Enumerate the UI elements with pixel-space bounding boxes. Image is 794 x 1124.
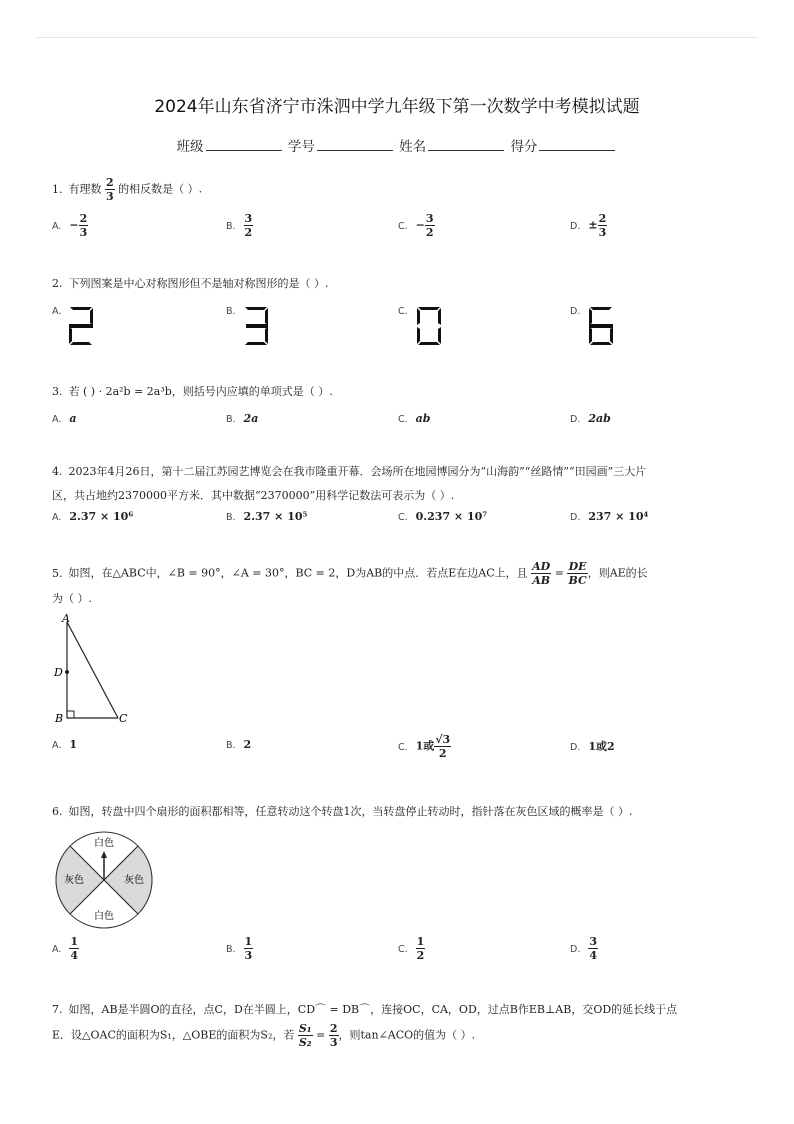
score-blank[interactable] [539, 138, 615, 151]
fraction: $\frac{AD}{AB}$ [532, 560, 551, 587]
q6-option-d[interactable]: D. $\frac{3}{4}$ [570, 935, 597, 962]
q4-option-c[interactable]: C. 0.237 × 10⁷ [398, 510, 488, 523]
q3-option-c[interactable]: C. ab [398, 412, 431, 425]
question-number: 1. [52, 182, 63, 196]
lcd-digit-2-image [66, 306, 96, 346]
question-number: 4. [52, 465, 63, 478]
q1-option-b[interactable]: B. $\frac{3}{2}$ [226, 212, 253, 239]
q5-option-d[interactable]: D. 1或2 [570, 740, 615, 753]
fraction: $\frac{\text{S₁}}{\text{S₂}}$ [298, 1022, 312, 1049]
sector-label-right: 灰色 [124, 875, 144, 886]
question-7: 7. 如图，AB是半圆O的直径，点C，D在半圆上，CD⌒ = DB⌒，连接OC，CA，OD，过点B作EB⊥AB，交OD的延长线于点 E．设△OAC的面积为S₁，△OBE的面积为S₂，若 $\frac{\text{S₁}}{\text{S₂}}$ = $\frac{2}{3}$ ，则tan∠ACO的值为（ ）. [52, 1003, 678, 1049]
question-text: 如图，AB是半圆O的直径，点C，D在半圆上，CD⌒ = DB⌒，连接OC，CA，OD，过点B作EB⊥AB，交OD的延长线于点 [68, 1003, 678, 1016]
q6-option-a[interactable]: A. $\frac{1}{4}$ [52, 935, 79, 962]
question-3 [52, 380, 752, 404]
q2-option-c[interactable]: C. [398, 306, 408, 317]
question-number: 2. [52, 277, 63, 290]
name-blank[interactable] [428, 138, 504, 151]
id-label: 学号 [287, 139, 315, 155]
q5-option-c[interactable]: C. 1或 $\frac{√3}{2}$ [398, 733, 451, 760]
fraction: $\frac{DE}{BC}$ [568, 560, 587, 587]
question-text: 下列图案是中心对称图形但不是轴对称图形的是（ ）. [68, 277, 329, 290]
lcd-digit-0-image [414, 306, 444, 346]
sector-label-bottom: 白色 [94, 911, 114, 922]
q6-option-c[interactable]: C. $\frac{1}{2}$ [398, 935, 425, 962]
question-text: 2023年4月26日，第十二届江苏园艺博览会在我市隆重开幕．会场所在地园博园分为“山海韵”“丝路情”“田园画”三大片 [68, 465, 647, 478]
student-info-row [0, 135, 794, 155]
score-label: 得分 [510, 139, 538, 155]
question-4 [52, 460, 752, 508]
question-1 [52, 176, 752, 203]
question-number: 5. [52, 566, 63, 580]
question-5: 5. 如图，在△ABC中，∠B = 90°，∠A = 30°，BC = 2，D为AB的中点．若点E在边AC上，且 $\frac{AD}{AB}$ = $\frac{DE}{BC}$ ，则AE的长 为（ ）. [52, 560, 752, 611]
lcd-digit-3-image [241, 306, 271, 346]
q3-option-a[interactable]: A. a [52, 412, 77, 425]
question-text: 的相反数是（ ）. [118, 182, 203, 196]
q1-option-d[interactable]: D. ± $\frac{2}{3}$ [570, 212, 607, 239]
class-label: 班级 [176, 139, 204, 155]
question-text: 若 ( ) · 2a²b = 2a³b，则括号内应填的单项式是（ ）. [68, 385, 333, 398]
q2-option-a[interactable]: A. [52, 306, 62, 317]
id-blank[interactable] [317, 138, 393, 151]
spinner-figure [54, 830, 154, 934]
q2-option-d[interactable]: D. [570, 306, 581, 317]
question-text: 区，共占地约2370000平方米．其中数据“2370000”用科学记数法可表示为（ ）. [52, 489, 455, 502]
vertex-c-label: C [119, 712, 128, 725]
question-number: 6. [52, 805, 63, 818]
fraction: $\frac{2}{3}$ [329, 1022, 338, 1049]
q1-option-a[interactable]: A. − $\frac{2}{3}$ [52, 212, 88, 239]
name-label: 姓名 [399, 139, 427, 155]
question-number: 3. [52, 385, 63, 398]
question-text: ，则AE的长 [587, 566, 648, 580]
q4-option-b[interactable]: B. 2.37 × 10⁵ [226, 510, 308, 523]
q1-option-c[interactable]: C. − $\frac{3}{2}$ [398, 212, 434, 239]
sector-label-left: 灰色 [64, 875, 84, 886]
q5-option-a[interactable]: A. 1 [52, 738, 78, 751]
question-text: 为（ ）. [52, 592, 92, 605]
question-text: 如图，转盘中四个扇形的面积都相等，任意转动这个转盘1次，当转盘停止转动时，指针落在灰色区域的概率是（ ）. [68, 805, 633, 818]
q4-option-a[interactable]: A. 2.37 × 10⁶ [52, 510, 134, 523]
q4-option-d[interactable]: D. 237 × 10⁴ [570, 510, 649, 523]
triangle-figure [52, 612, 142, 736]
vertex-a-label: A [62, 612, 70, 625]
fraction: $\frac{2}{3}$ [106, 176, 114, 203]
q6-option-b[interactable]: B. $\frac{1}{3}$ [226, 935, 253, 962]
header-rule [36, 37, 758, 38]
q5-option-b[interactable]: B. 2 [226, 738, 252, 751]
question-text: ，则tan∠ACO的值为（ ）. [338, 1028, 476, 1042]
question-6 [52, 800, 752, 824]
question-text: 如图，在△ABC中，∠B = 90°，∠A = 30°，BC = 2，D为AB的中点．若点E在边AC上，且 [68, 566, 528, 580]
class-blank[interactable] [206, 138, 282, 151]
question-text: E．设△OAC的面积为S₁，△OBE的面积为S₂，若 [52, 1028, 295, 1042]
question-number: 7. [52, 1003, 63, 1016]
lcd-digit-6-image [586, 306, 616, 346]
question-2 [52, 272, 752, 296]
q3-option-b[interactable]: B. 2a [226, 412, 259, 425]
sector-label-top: 白色 [94, 838, 114, 849]
vertex-b-label: B [55, 712, 64, 725]
q3-option-d[interactable]: D. 2ab [570, 412, 611, 425]
question-text: 有理数 [68, 182, 102, 196]
vertex-d-label: D [54, 666, 63, 679]
page-title: 2024年山东省济宁市洙泗中学九年级下第一次数学中考模拟试题 [154, 97, 640, 117]
q2-option-b[interactable]: B. [226, 306, 236, 317]
